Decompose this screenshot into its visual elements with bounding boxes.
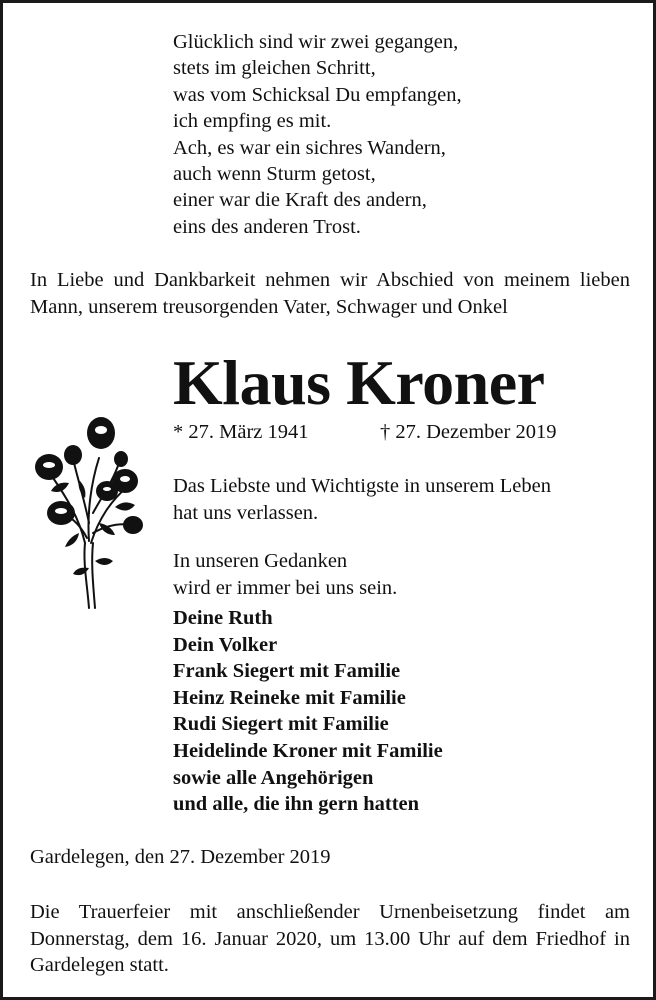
birth-date: * 27. März 1941 [173, 421, 309, 443]
quote-line: hat uns verlassen. [173, 501, 319, 524]
deceased-name: Klaus Kroner [173, 347, 545, 418]
mourner: Heinz Reineke mit Familie [173, 686, 406, 709]
poem-line: einer war die Kraft des andern, [173, 189, 427, 212]
poem-line: stets im gleichen Schritt, [173, 57, 376, 80]
poem-line: Ach, es war ein sichres Wandern, [173, 136, 446, 159]
thoughts-line: wird er immer bei uns sein. [173, 576, 398, 599]
poem-line: was vom Schicksal Du empfangen, [173, 83, 462, 106]
thoughts [173, 548, 397, 601]
mourner: Frank Siegert mit Familie [173, 660, 401, 683]
rose-bouquet-icon [29, 403, 151, 623]
mourners-list [173, 605, 443, 818]
mourner: Dein Volker [173, 633, 278, 656]
intro-text: In Liebe und Dankbarkeit nehmen wir Abschied von meinem lieben Mann, unserem treusorgenden Vater, Schwager und Onkel [30, 269, 630, 318]
poem [173, 29, 462, 240]
poem-line: eins des anderen Trost. [173, 215, 361, 238]
place-date: Gardelegen, den 27. Dezember 2019 [30, 846, 331, 868]
mourner: Rudi Siegert mit Familie [173, 713, 389, 736]
quote [173, 473, 551, 526]
poem-line: ich empfing es mit. [173, 110, 332, 133]
mourner: Deine Ruth [173, 607, 273, 629]
mourner: und alle, die ihn gern hatten [173, 793, 420, 816]
ceremony-info: Die Trauerfeier mit anschließender Urnenbeisetzung findet am Donnerstag, dem 16. Januar 2020, um 13.00 Uhr auf dem Friedhof in Gardelegen statt. [30, 901, 630, 976]
poem-line: auch wenn Sturm getost, [173, 163, 376, 186]
death-date: † 27. Dezember 2019 [380, 421, 557, 443]
thoughts-line: In unseren Gedanken [173, 550, 348, 572]
poem-line: Glücklich sind wir zwei gegangen, [173, 31, 459, 53]
quote-line: Das Liebste und Wichtigste in unserem Leben [173, 475, 551, 497]
mourner: sowie alle Angehörigen [173, 766, 374, 789]
mourner: Heidelinde Kroner mit Familie [173, 739, 443, 762]
